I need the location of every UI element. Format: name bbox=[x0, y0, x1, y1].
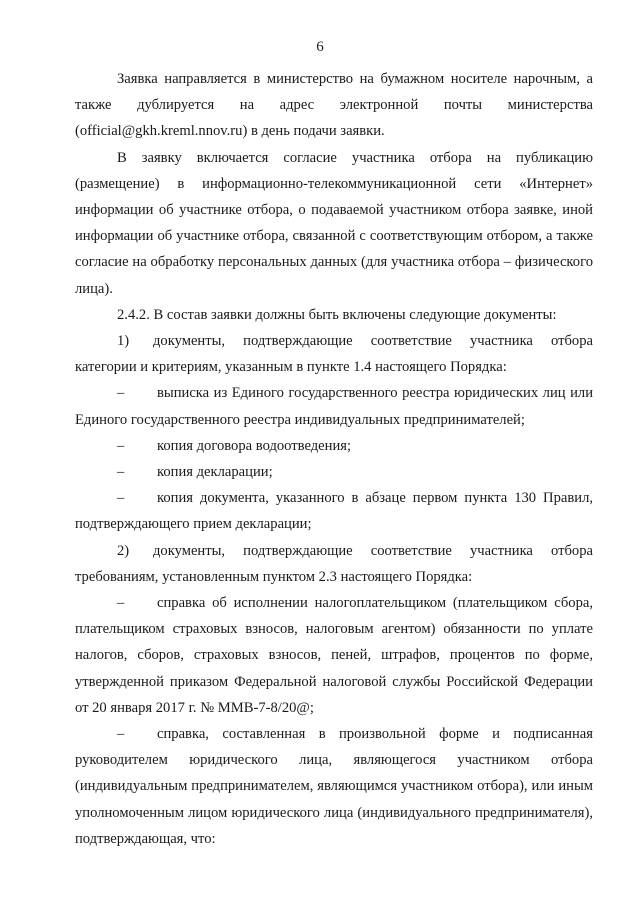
list-marker: 2) bbox=[117, 542, 130, 559]
dash-marker: – bbox=[117, 464, 125, 481]
list-item-dash bbox=[75, 380, 593, 432]
document-body bbox=[75, 66, 593, 852]
list-item-text: копия декларации; bbox=[157, 464, 273, 481]
list-item-dash bbox=[75, 433, 593, 459]
list-item-text: справка об исполнении налогоплательщиком (плательщиком сбора, плательщиком страховых взносов, налоговым агентом) обязанности по уплате налогов, сборов, страховых взносов, пеней, штрафов, процентов по форме, утвержденной приказом Федеральной налоговой службы Российской Федерации от 20 января 2017 г. № ММВ-7-8/20@; bbox=[75, 595, 593, 716]
list-item-dash bbox=[75, 721, 593, 852]
list-marker: 1) bbox=[117, 333, 130, 350]
list-item-text: копия документа, указанного в абзаце первом пункта 130 Правил, подтверждающего прием декларации; bbox=[75, 490, 593, 533]
list-item-text: документы, подтверждающие соответствие участника отбора категории и критериям, указанным в пункте 1.4 настоящего Порядка: bbox=[75, 333, 593, 376]
list-item-1 bbox=[75, 328, 593, 380]
paragraph-consent: В заявку включается согласие участника отбора на публикацию (размещение) в информационно-телекоммуникационной сети «Интернет» информации об участнике отбора, о подаваемой участником отбора заявке, иной информации об участнике отбора, связанной с соответствующим отбором, а также согласие на обработку персональных данных (для участника отбора – физического лица). bbox=[75, 149, 593, 297]
list-item-text: выписка из Единого государственного реестра юридических лиц или Единого государственного реестра индивидуальных предпринимателей; bbox=[75, 385, 593, 428]
list-item-dash bbox=[75, 459, 593, 485]
list-item-text: справка, составленная в произвольной форме и подписанная руководителем юридического лица, являющегося участником отбора (индивидуальным предпринимателем, являющимся участником отбора), или иным уполномоченным лицом юридического лица (индивидуального предпринимателя), подтверждающая, что: bbox=[75, 726, 593, 847]
list-item-dash bbox=[75, 485, 593, 537]
list-item-2 bbox=[75, 538, 593, 590]
list-item-text: копия договора водоотведения; bbox=[157, 437, 352, 454]
dash-marker: – bbox=[117, 726, 125, 743]
paragraph-submission: Заявка направляется в министерство на бумажном носителе нарочным, а также дублируется на адрес электронной почты министерства (official@gkh.kreml.nnov.ru) в день подачи заявки. bbox=[75, 71, 593, 140]
list-item-dash bbox=[75, 590, 593, 721]
paragraph-2-4-2: 2.4.2. В состав заявки должны быть включены следующие документы: bbox=[117, 306, 557, 323]
dash-marker: – bbox=[117, 490, 125, 507]
dash-marker: – bbox=[117, 595, 125, 612]
list-item-text: документы, подтверждающие соответствие участника отбора требованиям, установленным пунктом 2.3 настоящего Порядка: bbox=[75, 542, 593, 585]
dash-marker: – bbox=[117, 437, 125, 454]
page-number: 6 bbox=[316, 39, 324, 55]
dash-marker: – bbox=[117, 385, 125, 402]
